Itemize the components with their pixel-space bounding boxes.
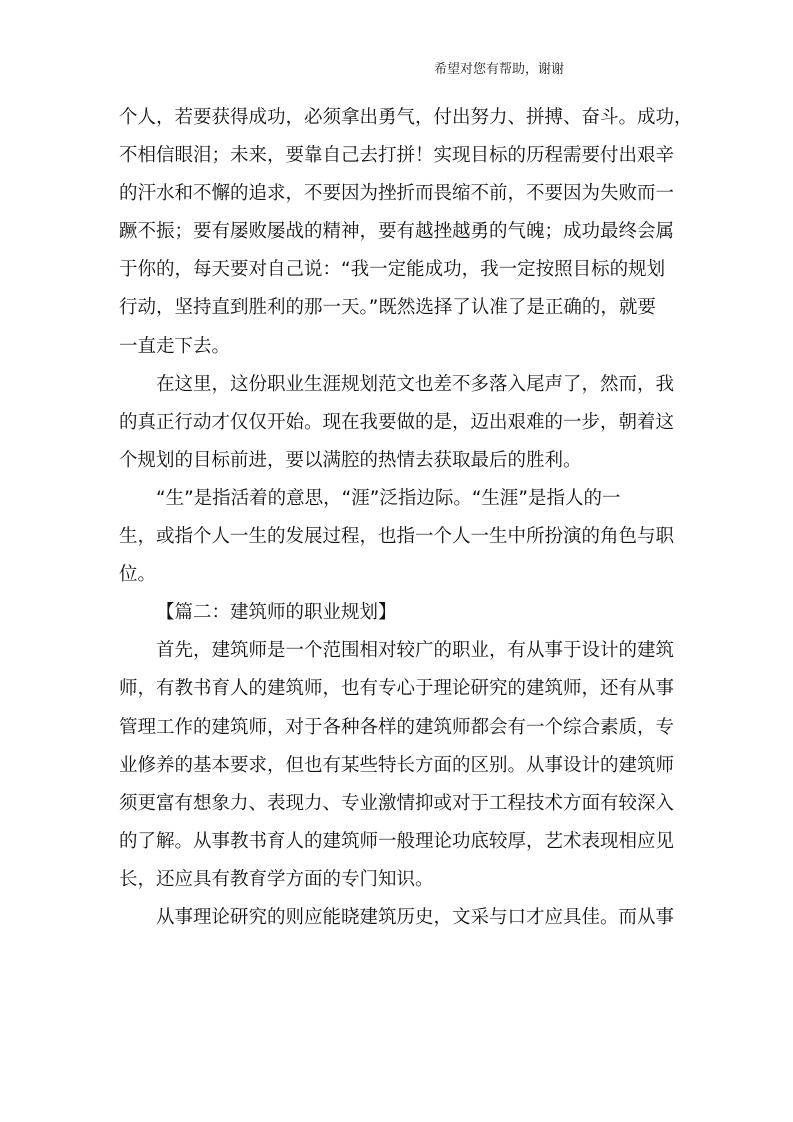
text-line: 行动，坚持直到胜利的那一天。”既然选择了认准了是正确的，就要 [119,297,656,319]
text-line: 不相信眼泪；未来，要靠自己去打拼！实现目标的历程需要付出艰辛 [119,145,675,167]
text-line: 的了解。从事教书育人的建筑师一般理论功底较厚，艺术表现相应见 [119,830,675,852]
text-line: 位。 [119,564,157,586]
section-heading: 【篇二：建筑师的职业规划】 [156,602,397,624]
text-line: 生，或指个人一生的发展过程，也指一个人一生中所扮演的角色与职 [119,526,675,548]
text-line: 于你的，每天要对自己说：“我一定能成功，我一定按照目标的规划 [119,259,666,281]
text-line: 师，有教书育人的建筑师，也有专心于理论研究的建筑师，还有从事 [119,678,675,700]
text-line: 蹶不振；要有屡败屡战的精神，要有越挫越勇的气魄；成功最终会属 [119,221,675,243]
paragraph-start-line: “生”是指活着的意思，“涯”泛指边际。“生涯”是指人的一 [156,487,621,509]
page-header: 希望对您有帮助，谢谢 [434,62,565,77]
paragraph-start-line: 首先，建筑师是一个范围相对较广的职业，有从事于设计的建筑 [156,640,675,662]
text-line: 个规划的目标前进，要以满腔的热情去获取最后的胜利。 [119,449,582,471]
paragraph-start-line: 从事理论研究的则应能晓建筑历史，文采与口才应具佳。而从事 [156,906,675,928]
text-line: 业修养的基本要求，但也有某些特长方面的区别。从事设计的建筑师 [119,754,675,776]
text-line: 管理工作的建筑师，对于各种各样的建筑师都会有一个综合素质，专 [119,716,675,738]
text-line: 的汗水和不懈的追求，不要因为挫折而畏缩不前，不要因为失败而一 [119,183,675,205]
text-line: 个人，若要获得成功，必须拿出勇气，付出努力、拼搏、奋斗。成功， [119,107,693,128]
text-line: 须更富有想象力、表现力、专业激情抑或对于工程技术方面有较深入 [119,792,675,814]
text-line: 一直走下去。 [119,335,231,357]
document-body [119,99,693,937]
text-line: 长，还应具有教育学方面的专门知识。 [119,868,434,890]
paragraph-start-line: 在这里，这份职业生涯规划范文也差不多落入尾声了，然而，我 [156,373,675,395]
text-line: 的真正行动才仅仅开始。现在我要做的是，迈出艰难的一步，朝着这 [119,411,675,433]
